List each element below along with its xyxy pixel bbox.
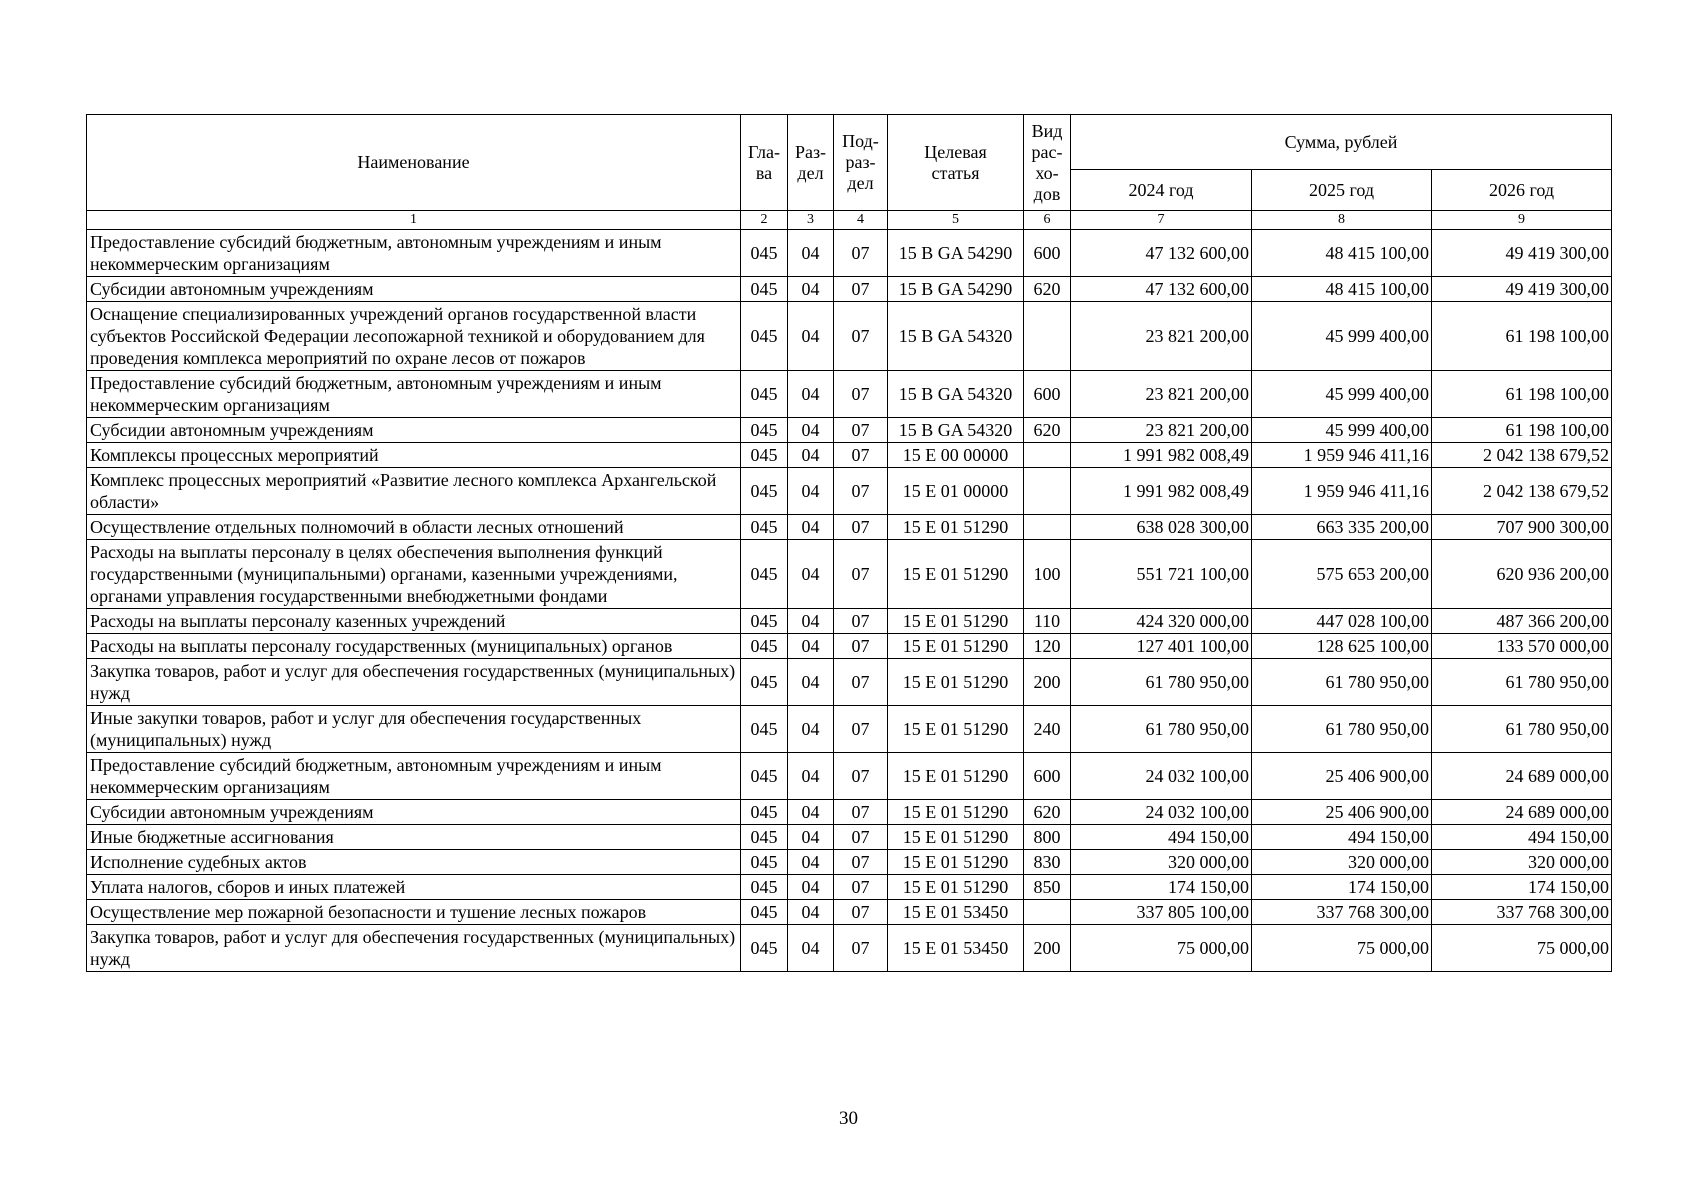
- row-amount-2024-cell: 47 132 600,00: [1071, 277, 1252, 302]
- row-podrazdel-cell: 07: [834, 302, 888, 371]
- row-name-cell: Комплексы процессных мероприятий: [87, 443, 741, 468]
- header-2026: 2026 год: [1432, 170, 1612, 211]
- row-glava-cell: 045: [741, 850, 788, 875]
- table-row: [87, 659, 1612, 706]
- row-name-cell: Иные закупки товаров, работ и услуг для обеспечения государственных (муниципальных) нужд: [87, 706, 741, 753]
- row-glava-cell: 045: [741, 875, 788, 900]
- row-amount-2024-cell: 424 320 000,00: [1071, 609, 1252, 634]
- row-razdel-cell: 04: [788, 706, 834, 753]
- row-amount-2024-cell: 23 821 200,00: [1071, 371, 1252, 418]
- page-number: 30: [839, 1108, 858, 1129]
- row-vid-cell: 830: [1024, 850, 1071, 875]
- table-row: [87, 277, 1612, 302]
- row-razdel-cell: 04: [788, 659, 834, 706]
- row-target-cell: 15 Е 01 51290: [888, 800, 1024, 825]
- row-amount-2026-cell: 49 419 300,00: [1432, 277, 1612, 302]
- row-amount-2024-cell: 551 721 100,00: [1071, 540, 1252, 609]
- row-name-cell: Субсидии автономным учреждениям: [87, 800, 741, 825]
- row-razdel-cell: 04: [788, 468, 834, 515]
- row-vid-cell: 120: [1024, 634, 1071, 659]
- row-target-cell: 15 В GA 54290: [888, 277, 1024, 302]
- header-2025: 2025 год: [1252, 170, 1432, 211]
- row-glava-cell: 045: [741, 230, 788, 277]
- row-podrazdel-cell: 07: [834, 230, 888, 277]
- row-podrazdel-cell: 07: [834, 850, 888, 875]
- row-amount-2025-cell: 128 625 100,00: [1252, 634, 1432, 659]
- header-vid: [1024, 115, 1071, 211]
- row-amount-2025-cell: 174 150,00: [1252, 875, 1432, 900]
- row-vid-cell: [1024, 443, 1071, 468]
- row-razdel-cell: 04: [788, 277, 834, 302]
- row-podrazdel-cell: 07: [834, 277, 888, 302]
- table-row: [87, 825, 1612, 850]
- row-amount-2025-cell: 48 415 100,00: [1252, 277, 1432, 302]
- row-podrazdel-cell: 07: [834, 753, 888, 800]
- row-amount-2025-cell: 61 780 950,00: [1252, 659, 1432, 706]
- row-name-cell: Закупка товаров, работ и услуг для обеспечения государственных (муниципальных) нужд: [87, 659, 741, 706]
- row-glava-cell: 045: [741, 706, 788, 753]
- header-glava: [741, 115, 788, 211]
- row-razdel-cell: 04: [788, 800, 834, 825]
- row-target-cell: 15 Е 01 51290: [888, 825, 1024, 850]
- row-amount-2024-cell: 1 991 982 008,49: [1071, 443, 1252, 468]
- row-vid-cell: 620: [1024, 418, 1071, 443]
- row-name-cell: Расходы на выплаты персоналу в целях обеспечения выполнения функций государственными (муниципальными) органами, казенными учреждениями, органами управления государственными внебюджетными фондами: [87, 540, 741, 609]
- column-number: 9: [1432, 211, 1612, 230]
- row-podrazdel-cell: 07: [834, 418, 888, 443]
- row-vid-cell: 200: [1024, 925, 1071, 972]
- row-name-cell: Расходы на выплаты персоналу государственных (муниципальных) органов: [87, 634, 741, 659]
- row-vid-cell: 620: [1024, 800, 1071, 825]
- row-amount-2024-cell: 174 150,00: [1071, 875, 1252, 900]
- table-row: [87, 753, 1612, 800]
- row-glava-cell: 045: [741, 800, 788, 825]
- row-target-cell: 15 Е 01 51290: [888, 540, 1024, 609]
- row-glava-cell: 045: [741, 443, 788, 468]
- table-row: [87, 540, 1612, 609]
- row-amount-2024-cell: 61 780 950,00: [1071, 659, 1252, 706]
- row-podrazdel-cell: 07: [834, 371, 888, 418]
- row-podrazdel-cell: 07: [834, 634, 888, 659]
- header-vid-text: Вид рас- хо- дов: [1031, 120, 1063, 204]
- row-vid-cell: 600: [1024, 230, 1071, 277]
- row-glava-cell: 045: [741, 925, 788, 972]
- row-glava-cell: 045: [741, 609, 788, 634]
- row-razdel-cell: 04: [788, 418, 834, 443]
- row-target-cell: 15 В GA 54290: [888, 230, 1024, 277]
- row-target-cell: 15 Е 00 00000: [888, 443, 1024, 468]
- row-amount-2025-cell: 45 999 400,00: [1252, 371, 1432, 418]
- row-amount-2026-cell: 61 780 950,00: [1432, 706, 1612, 753]
- row-glava-cell: 045: [741, 900, 788, 925]
- row-amount-2024-cell: 23 821 200,00: [1071, 302, 1252, 371]
- budget-table: [86, 114, 1612, 972]
- row-podrazdel-cell: 07: [834, 540, 888, 609]
- row-amount-2025-cell: 25 406 900,00: [1252, 753, 1432, 800]
- column-number: 2: [741, 211, 788, 230]
- table-row: [87, 302, 1612, 371]
- row-vid-cell: 240: [1024, 706, 1071, 753]
- row-razdel-cell: 04: [788, 850, 834, 875]
- row-amount-2026-cell: 133 570 000,00: [1432, 634, 1612, 659]
- header-podrazdel-text: Под- раз- дел: [842, 131, 879, 193]
- row-amount-2024-cell: 23 821 200,00: [1071, 418, 1252, 443]
- row-amount-2026-cell: 24 689 000,00: [1432, 800, 1612, 825]
- table-row: [87, 468, 1612, 515]
- table-row: [87, 800, 1612, 825]
- row-amount-2024-cell: 61 780 950,00: [1071, 706, 1252, 753]
- row-amount-2026-cell: 2 042 138 679,52: [1432, 468, 1612, 515]
- row-vid-cell: [1024, 900, 1071, 925]
- row-target-cell: 15 Е 01 51290: [888, 609, 1024, 634]
- row-amount-2026-cell: 707 900 300,00: [1432, 515, 1612, 540]
- row-amount-2026-cell: 24 689 000,00: [1432, 753, 1612, 800]
- row-name-cell: Предоставление субсидий бюджетным, автономным учреждениям и иным некоммерческим организациям: [87, 230, 741, 277]
- row-podrazdel-cell: 07: [834, 515, 888, 540]
- row-target-cell: 15 Е 01 53450: [888, 900, 1024, 925]
- row-vid-cell: 600: [1024, 371, 1071, 418]
- table-body: [87, 230, 1612, 972]
- row-amount-2026-cell: 174 150,00: [1432, 875, 1612, 900]
- row-amount-2025-cell: 575 653 200,00: [1252, 540, 1432, 609]
- row-razdel-cell: 04: [788, 230, 834, 277]
- row-name-cell: Исполнение судебных актов: [87, 850, 741, 875]
- row-razdel-cell: 04: [788, 925, 834, 972]
- row-vid-cell: 600: [1024, 753, 1071, 800]
- row-razdel-cell: 04: [788, 900, 834, 925]
- row-amount-2025-cell: 61 780 950,00: [1252, 706, 1432, 753]
- row-name-cell: Субсидии автономным учреждениям: [87, 277, 741, 302]
- row-amount-2025-cell: 320 000,00: [1252, 850, 1432, 875]
- row-vid-cell: [1024, 302, 1071, 371]
- row-amount-2026-cell: 487 366 200,00: [1432, 609, 1612, 634]
- table-row: [87, 515, 1612, 540]
- row-glava-cell: 045: [741, 659, 788, 706]
- row-amount-2025-cell: 1 959 946 411,16: [1252, 443, 1432, 468]
- row-amount-2026-cell: 2 042 138 679,52: [1432, 443, 1612, 468]
- row-vid-cell: [1024, 468, 1071, 515]
- row-podrazdel-cell: 07: [834, 800, 888, 825]
- table-row: [87, 706, 1612, 753]
- header-razdel-text: Раз- дел: [794, 141, 827, 183]
- row-amount-2025-cell: 45 999 400,00: [1252, 302, 1432, 371]
- table-row: [87, 634, 1612, 659]
- row-amount-2026-cell: 494 150,00: [1432, 825, 1612, 850]
- row-target-cell: 15 Е 01 51290: [888, 515, 1024, 540]
- column-number: 7: [1071, 211, 1252, 230]
- table-row: [87, 850, 1612, 875]
- row-vid-cell: 800: [1024, 825, 1071, 850]
- row-name-cell: Расходы на выплаты персоналу казенных учреждений: [87, 609, 741, 634]
- row-glava-cell: 045: [741, 468, 788, 515]
- row-amount-2026-cell: 620 936 200,00: [1432, 540, 1612, 609]
- row-amount-2024-cell: 24 032 100,00: [1071, 800, 1252, 825]
- row-target-cell: 15 Е 01 51290: [888, 706, 1024, 753]
- row-amount-2025-cell: 1 959 946 411,16: [1252, 468, 1432, 515]
- row-amount-2024-cell: 494 150,00: [1071, 825, 1252, 850]
- row-target-cell: 15 Е 01 51290: [888, 634, 1024, 659]
- row-vid-cell: 850: [1024, 875, 1071, 900]
- row-amount-2024-cell: 47 132 600,00: [1071, 230, 1252, 277]
- row-amount-2026-cell: 49 419 300,00: [1432, 230, 1612, 277]
- row-podrazdel-cell: 07: [834, 925, 888, 972]
- row-target-cell: 15 В GA 54320: [888, 302, 1024, 371]
- row-amount-2026-cell: 337 768 300,00: [1432, 900, 1612, 925]
- row-podrazdel-cell: 07: [834, 468, 888, 515]
- row-glava-cell: 045: [741, 540, 788, 609]
- header-target-text: Целевая статья: [924, 141, 987, 183]
- row-glava-cell: 045: [741, 371, 788, 418]
- row-target-cell: 15 Е 01 51290: [888, 875, 1024, 900]
- row-name-cell: Комплекс процессных мероприятий «Развитие лесного комплекса Архангельской области»: [87, 468, 741, 515]
- row-amount-2025-cell: 447 028 100,00: [1252, 609, 1432, 634]
- table-row: [87, 925, 1612, 972]
- row-name-cell: Иные бюджетные ассигнования: [87, 825, 741, 850]
- row-name-cell: Оснащение специализированных учреждений органов государственной власти субъектов Российской Федерации лесопожарной техникой и оборудованием для проведения комплекса мероприятий по охране лесов от пожаров: [87, 302, 741, 371]
- row-podrazdel-cell: 07: [834, 825, 888, 850]
- row-podrazdel-cell: 07: [834, 443, 888, 468]
- row-amount-2024-cell: 320 000,00: [1071, 850, 1252, 875]
- row-razdel-cell: 04: [788, 540, 834, 609]
- table-row: [87, 371, 1612, 418]
- row-razdel-cell: 04: [788, 515, 834, 540]
- row-amount-2025-cell: 663 335 200,00: [1252, 515, 1432, 540]
- row-amount-2026-cell: 61 780 950,00: [1432, 659, 1612, 706]
- row-amount-2025-cell: 75 000,00: [1252, 925, 1432, 972]
- row-razdel-cell: 04: [788, 634, 834, 659]
- row-name-cell: Предоставление субсидий бюджетным, автономным учреждениям и иным некоммерческим организациям: [87, 371, 741, 418]
- row-glava-cell: 045: [741, 302, 788, 371]
- row-name-cell: Закупка товаров, работ и услуг для обеспечения государственных (муниципальных) нужд: [87, 925, 741, 972]
- row-vid-cell: [1024, 515, 1071, 540]
- row-name-cell: Уплата налогов, сборов и иных платежей: [87, 875, 741, 900]
- row-amount-2025-cell: 25 406 900,00: [1252, 800, 1432, 825]
- row-amount-2026-cell: 320 000,00: [1432, 850, 1612, 875]
- row-glava-cell: 045: [741, 634, 788, 659]
- row-vid-cell: 620: [1024, 277, 1071, 302]
- row-glava-cell: 045: [741, 753, 788, 800]
- row-razdel-cell: 04: [788, 753, 834, 800]
- table-row: [87, 609, 1612, 634]
- column-number-row: [87, 211, 1612, 230]
- row-amount-2025-cell: 48 415 100,00: [1252, 230, 1432, 277]
- row-razdel-cell: 04: [788, 443, 834, 468]
- table-row: [87, 443, 1612, 468]
- column-number: 8: [1252, 211, 1432, 230]
- row-vid-cell: 200: [1024, 659, 1071, 706]
- row-name-cell: Субсидии автономным учреждениям: [87, 418, 741, 443]
- row-amount-2025-cell: 337 768 300,00: [1252, 900, 1432, 925]
- row-target-cell: 15 Е 01 00000: [888, 468, 1024, 515]
- row-amount-2026-cell: 75 000,00: [1432, 925, 1612, 972]
- column-number: 3: [788, 211, 834, 230]
- header-name: Наименование: [87, 115, 741, 211]
- row-amount-2025-cell: 45 999 400,00: [1252, 418, 1432, 443]
- header-razdel: [788, 115, 834, 211]
- row-podrazdel-cell: 07: [834, 659, 888, 706]
- row-podrazdel-cell: 07: [834, 706, 888, 753]
- header-sum: Сумма, рублей: [1071, 115, 1612, 170]
- row-amount-2024-cell: 638 028 300,00: [1071, 515, 1252, 540]
- row-glava-cell: 045: [741, 418, 788, 443]
- row-razdel-cell: 04: [788, 825, 834, 850]
- header-glava-text: Гла- ва: [747, 141, 781, 183]
- row-name-cell: Осуществление отдельных полномочий в области лесных отношений: [87, 515, 741, 540]
- row-razdel-cell: 04: [788, 609, 834, 634]
- column-number: 4: [834, 211, 888, 230]
- row-razdel-cell: 04: [788, 371, 834, 418]
- row-amount-2026-cell: 61 198 100,00: [1432, 302, 1612, 371]
- header-2024: 2024 год: [1071, 170, 1252, 211]
- row-glava-cell: 045: [741, 515, 788, 540]
- row-amount-2024-cell: 75 000,00: [1071, 925, 1252, 972]
- row-target-cell: 15 Е 01 51290: [888, 850, 1024, 875]
- table-row: [87, 900, 1612, 925]
- row-amount-2024-cell: 127 401 100,00: [1071, 634, 1252, 659]
- header-target: [888, 115, 1024, 211]
- row-target-cell: 15 В GA 54320: [888, 418, 1024, 443]
- header-podrazdel: [834, 115, 888, 211]
- row-target-cell: 15 В GA 54320: [888, 371, 1024, 418]
- row-name-cell: Предоставление субсидий бюджетным, автономным учреждениям и иным некоммерческим организациям: [87, 753, 741, 800]
- row-name-cell: Осуществление мер пожарной безопасности и тушение лесных пожаров: [87, 900, 741, 925]
- row-podrazdel-cell: 07: [834, 900, 888, 925]
- row-podrazdel-cell: 07: [834, 609, 888, 634]
- row-target-cell: 15 Е 01 53450: [888, 925, 1024, 972]
- row-glava-cell: 045: [741, 825, 788, 850]
- table-row: [87, 230, 1612, 277]
- row-razdel-cell: 04: [788, 302, 834, 371]
- row-target-cell: 15 Е 01 51290: [888, 659, 1024, 706]
- row-glava-cell: 045: [741, 277, 788, 302]
- row-amount-2026-cell: 61 198 100,00: [1432, 418, 1612, 443]
- row-amount-2025-cell: 494 150,00: [1252, 825, 1432, 850]
- row-amount-2024-cell: 1 991 982 008,49: [1071, 468, 1252, 515]
- row-amount-2024-cell: 337 805 100,00: [1071, 900, 1252, 925]
- row-amount-2024-cell: 24 032 100,00: [1071, 753, 1252, 800]
- row-amount-2026-cell: 61 198 100,00: [1432, 371, 1612, 418]
- column-number: 1: [87, 211, 741, 230]
- row-target-cell: 15 Е 01 51290: [888, 753, 1024, 800]
- column-number: 5: [888, 211, 1024, 230]
- row-vid-cell: 110: [1024, 609, 1071, 634]
- row-vid-cell: 100: [1024, 540, 1071, 609]
- table-row: [87, 875, 1612, 900]
- column-number: 6: [1024, 211, 1071, 230]
- table-row: [87, 418, 1612, 443]
- row-razdel-cell: 04: [788, 875, 834, 900]
- row-podrazdel-cell: 07: [834, 875, 888, 900]
